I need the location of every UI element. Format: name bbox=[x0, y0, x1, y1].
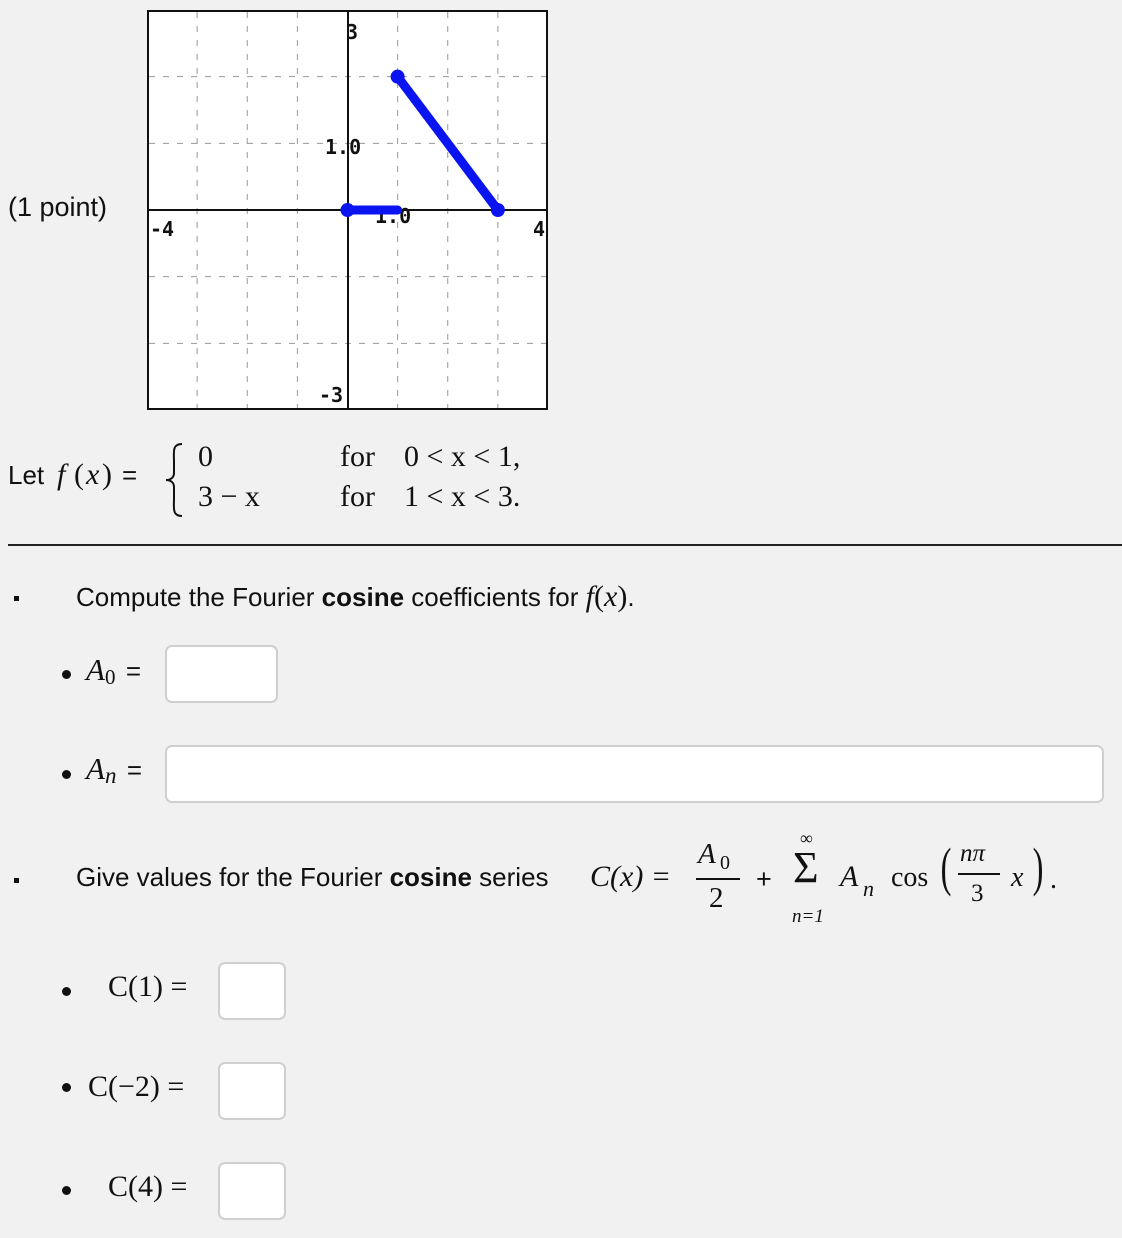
a0-label-sub: 0 bbox=[104, 665, 116, 690]
y-top-tick: 3 bbox=[346, 20, 359, 44]
let-label: Let bbox=[8, 460, 45, 490]
a0-label bbox=[86, 652, 141, 690]
q2-text-after: series bbox=[471, 862, 549, 892]
function-variable: x bbox=[86, 458, 100, 491]
a0-label-letter: A bbox=[86, 652, 105, 687]
question-2-text bbox=[76, 862, 549, 893]
an-equals: = bbox=[126, 755, 143, 785]
an-bullet bbox=[62, 770, 71, 779]
piece-1-expr: 0 bbox=[198, 440, 213, 473]
function-arg-open: ( bbox=[74, 458, 84, 491]
x-mid-tick: 1.0 bbox=[375, 204, 412, 228]
frac-num-sub: 0 bbox=[720, 852, 730, 874]
x-left-tick: -4 bbox=[150, 217, 175, 241]
paren-open-icon: ( bbox=[940, 837, 952, 897]
y-mid-tick: 1.0 bbox=[325, 135, 362, 159]
brace-icon bbox=[160, 440, 190, 520]
an-label-letter: A bbox=[86, 751, 105, 786]
piece-2-condition: 1 < x < 3. bbox=[404, 480, 521, 513]
divider bbox=[8, 544, 1122, 546]
q1-text-end: . bbox=[627, 582, 635, 612]
c-neg2-bullet bbox=[62, 1083, 71, 1092]
sum-bottom: n=1 bbox=[792, 906, 824, 927]
series-end: . bbox=[1050, 864, 1057, 895]
sum-top: ∞ bbox=[800, 828, 813, 848]
y-bottom-tick: -3 bbox=[319, 383, 344, 407]
question-2-bullet bbox=[14, 878, 19, 883]
an-label bbox=[86, 751, 142, 789]
a0-bullet bbox=[62, 670, 71, 679]
arg-num: nπ bbox=[960, 840, 986, 867]
arg-den: 3 bbox=[971, 880, 984, 907]
a0-input[interactable] bbox=[165, 645, 278, 703]
piece-2-for: for bbox=[340, 480, 375, 513]
arg-frac-bar bbox=[958, 873, 1000, 875]
points-label: (1 point) bbox=[8, 192, 108, 222]
function-arg-close: ) bbox=[102, 458, 112, 491]
c-neg2-input[interactable] bbox=[218, 1062, 286, 1120]
equals-sign: = bbox=[122, 460, 138, 490]
c4-label: C(4) = bbox=[108, 1170, 188, 1203]
q1-text-bold: cosine bbox=[321, 582, 405, 612]
x-right-tick: 4 bbox=[533, 217, 546, 241]
piece-1-for: for bbox=[340, 440, 375, 473]
frac-num: A bbox=[698, 838, 716, 870]
an-label-sub: n bbox=[104, 763, 117, 789]
c-neg2-label: C(−2) = bbox=[88, 1070, 185, 1103]
c1-input[interactable] bbox=[218, 962, 286, 1020]
q1-fn: f bbox=[585, 580, 594, 613]
function-name: f bbox=[57, 458, 66, 491]
piece-2-expr: 3 − x bbox=[198, 480, 260, 513]
question-1-text: Compute the Fourier cosine coefficients for f(x). bbox=[76, 580, 635, 613]
q1-text-before: Compute the Fourier bbox=[76, 582, 322, 612]
c4-bullet bbox=[62, 1186, 71, 1195]
q2-text-before: Give values for the Fourier bbox=[76, 862, 390, 892]
q1-text-after: coefficients for bbox=[404, 582, 586, 612]
a0-equals: = bbox=[125, 656, 142, 686]
arg-var: x bbox=[1011, 862, 1024, 893]
sum-term: A bbox=[840, 860, 859, 893]
an-input[interactable] bbox=[165, 745, 1104, 803]
q2-text-bold: cosine bbox=[389, 862, 472, 892]
function-definition bbox=[8, 440, 568, 520]
piece-1-condition: 0 < x < 1, bbox=[404, 440, 521, 473]
function-graph bbox=[147, 10, 548, 410]
cos-label: cos bbox=[891, 862, 929, 893]
c1-bullet bbox=[62, 987, 71, 996]
series-lhs: C(x) = bbox=[590, 860, 672, 893]
c4-input[interactable] bbox=[218, 1162, 286, 1220]
sum-term-sub: n bbox=[863, 876, 874, 901]
c1-label: C(1) = bbox=[108, 970, 188, 1003]
frac-den: 2 bbox=[709, 882, 724, 914]
question-1-bullet bbox=[14, 596, 19, 601]
frac-bar bbox=[696, 878, 740, 880]
data-point bbox=[341, 203, 355, 217]
paren-close-icon: ) bbox=[1032, 837, 1044, 897]
sigma-icon: Σ bbox=[793, 843, 819, 892]
plus-sign: + bbox=[756, 864, 772, 894]
q1-var: x bbox=[604, 580, 618, 613]
